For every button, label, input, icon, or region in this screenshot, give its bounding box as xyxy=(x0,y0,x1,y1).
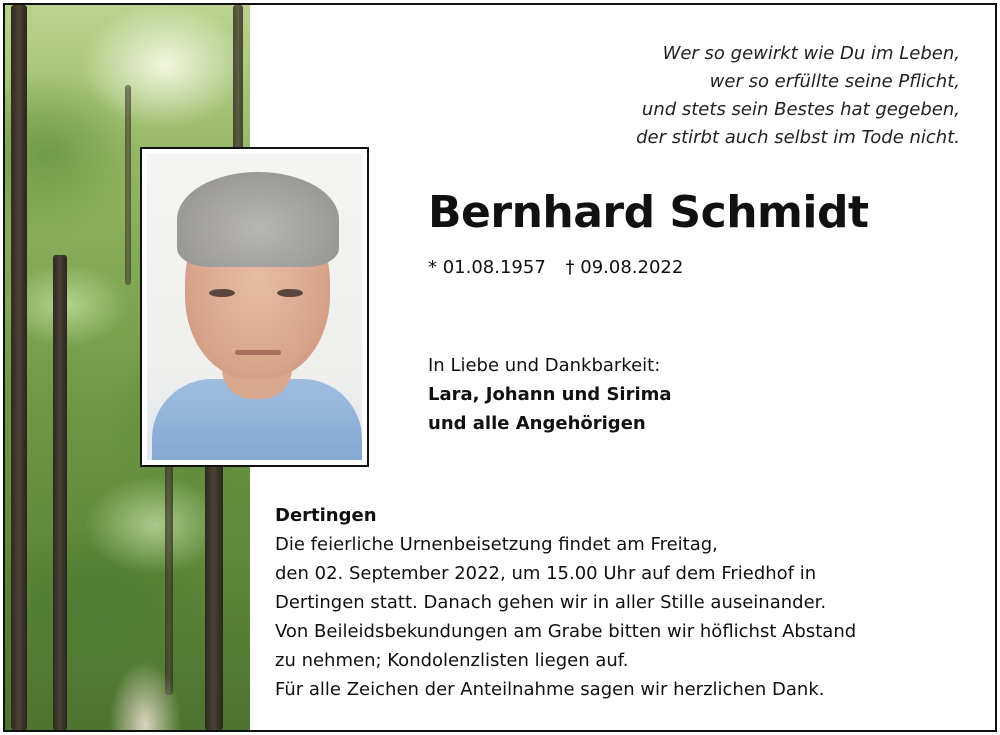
life-dates xyxy=(428,257,697,278)
mourners-names: Lara, Johann und Sirima xyxy=(428,384,672,405)
notice-line: Für alle Zeichen der Anteilnahme sagen wir herzlichen Dank. xyxy=(275,679,825,700)
portrait-photo xyxy=(140,147,369,467)
quote-line: und stets sein Bestes hat gegeben, xyxy=(641,99,960,120)
memorial-quote xyxy=(500,40,960,152)
quote-line: Wer so gewirkt wie Du im Leben, xyxy=(662,43,960,64)
birth-date: * 01.08.1957 xyxy=(428,257,546,278)
obituary-notice xyxy=(3,3,997,732)
notice-line: den 02. September 2022, um 15.00 Uhr auf dem Friedhof in xyxy=(275,563,817,584)
funeral-notice xyxy=(275,501,856,704)
notice-line: zu nehmen; Kondolenzlisten liegen auf. xyxy=(275,650,629,671)
death-date: † 09.08.2022 xyxy=(565,257,684,278)
quote-line: wer so erfüllte seine Pflicht, xyxy=(709,71,960,92)
deceased-name: Bernhard Schmidt xyxy=(428,187,869,238)
mourners-block xyxy=(428,351,672,438)
notice-line: Von Beileidsbekundungen am Grabe bitten wir höflichst Abstand xyxy=(275,621,857,642)
mourners-intro: In Liebe und Dankbarkeit: xyxy=(428,355,661,376)
notice-line: Die feierliche Urnenbeisetzung findet am Freitag, xyxy=(275,534,718,555)
notice-place: Dertingen xyxy=(275,505,377,526)
quote-line: der stirbt auch selbst im Tode nicht. xyxy=(636,127,960,148)
mourners-others: und alle Angehörigen xyxy=(428,413,646,434)
notice-line: Dertingen statt. Danach gehen wir in aller Stille auseinander. xyxy=(275,592,827,613)
